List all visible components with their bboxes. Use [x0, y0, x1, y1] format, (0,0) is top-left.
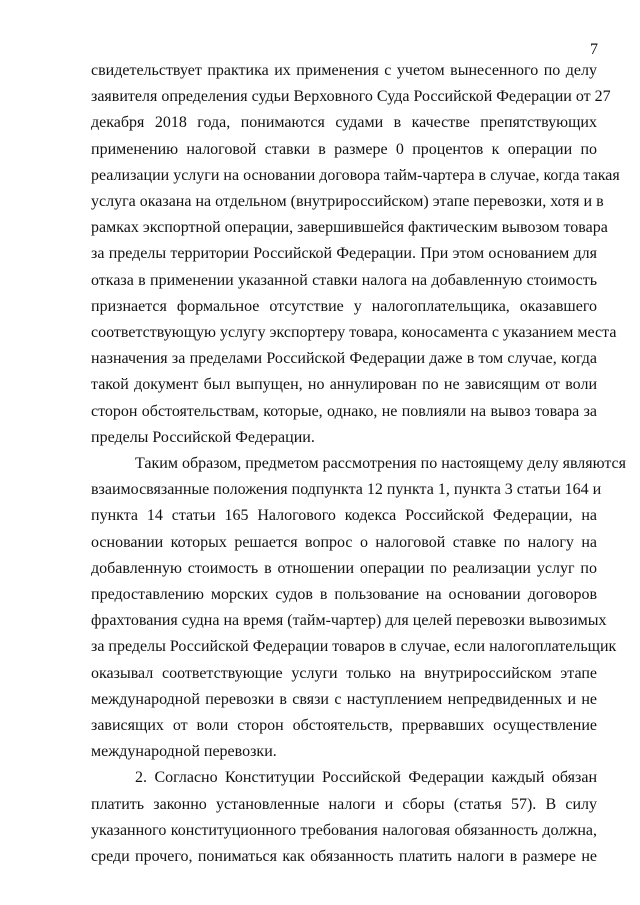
text-line: отказа в применении указанной ставки налога на добавленную стоимость	[91, 271, 597, 289]
text-line: назначения за пределами Российской Федерации даже в том случае, когда	[91, 350, 597, 368]
text-line: сторон обстоятельствам, которые, однако, не повлияли на вывоз товара за	[91, 402, 597, 420]
text-line: декабря 2018 года, понимаются судами в качестве препятствующих	[91, 114, 597, 132]
text-line: взаимосвязанные положения подпункта 12 пункта 1, пункта 3 статьи 164 и	[91, 481, 602, 499]
text-line: добавленную стоимость в отношении операции по реализации услуг по	[91, 559, 597, 577]
text-line: фрахтования судна на время (тайм-чартер) для целей перевозки вывозимых	[91, 612, 607, 630]
text-line: 2. Согласно Конституции Российской Федерации каждый обязан	[135, 769, 597, 787]
text-line: такой документ был выпущен, но аннулирован по не зависящим от воли	[91, 376, 597, 394]
text-line: предоставлению морских судов в пользование на основании договоров	[91, 586, 597, 604]
text-line: реализации услуги на основании договора тайм-чартера в случае, когда такая	[91, 166, 620, 184]
text-line: Таким образом, предметом рассмотрения по настоящему делу являются	[135, 455, 627, 473]
paragraph-2	[91, 451, 627, 765]
text-line: пределы Российской Федерации.	[91, 428, 315, 446]
text-line: за пределы территории Российской Федерации. При этом основанием для	[91, 245, 597, 263]
text-line: услуга оказана на отдельном (внутрироссийском) этапе перевозки, хотя и в	[91, 193, 604, 211]
text-line: среди прочего, пониматься как обязанность платить налоги в размере не	[91, 848, 597, 866]
text-line: указанного конституционного требования налоговая обязанность должна,	[91, 821, 597, 839]
text-line: международной перевозки.	[91, 743, 277, 761]
text-line: заявителя определения судьи Верховного Суда Российской Федерации от 27	[91, 88, 611, 106]
page-number: 7	[590, 41, 598, 58]
paragraph-3	[91, 765, 597, 870]
text-line: международной перевозки в связи с наступлением непредвиденных и не	[91, 690, 597, 708]
text-line: основании которых решается вопрос о налоговой ставке по налогу на	[91, 533, 597, 551]
text-line: оказывал соответствующие услуги только на внутрироссийском этапе	[91, 664, 597, 682]
paragraph-1	[91, 58, 620, 451]
text-line: признается формальное отсутствие у налогоплательщика, оказавшего	[91, 297, 597, 315]
text-line: пункта 14 статьи 165 Налогового кодекса Российской Федерации, на	[91, 507, 597, 525]
text-line: соответствующую услугу экспортеру товара, коносамента с указанием места	[91, 324, 617, 342]
text-line: зависящих от воли сторон обстоятельств, прервавших осуществление	[91, 717, 597, 735]
text-line: за пределы Российской Федерации товаров в случае, если налогоплательщик	[91, 638, 617, 656]
document-text	[91, 58, 627, 870]
text-line: платить законно установленные налоги и сборы (статья 57). В силу	[91, 795, 597, 813]
text-line: свидетельствует практика их применения с учетом вынесенного по делу	[91, 62, 597, 79]
text-line: рамках экспортной операции, завершившейся фактическим вывозом товара	[91, 219, 608, 237]
text-line: применению налоговой ставки в размере 0 процентов к операции по	[91, 140, 597, 158]
